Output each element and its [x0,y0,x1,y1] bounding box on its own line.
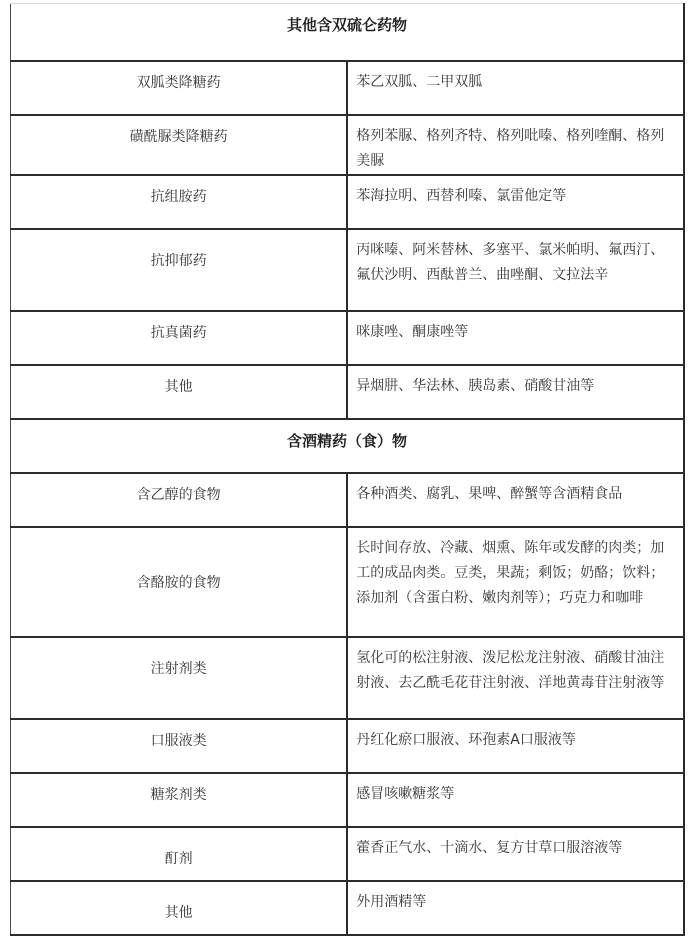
category-cell: 其他 [11,365,348,419]
table-row [11,311,685,365]
drug-interaction-table [10,3,685,936]
table-row [11,527,685,637]
table-row [11,229,685,311]
category-cell: 注射剂类 [11,637,348,719]
category-cell: 含酪胺的食物 [11,527,348,637]
section-title: 含酒精药（食）物 [11,419,685,473]
table-row [11,827,685,881]
drugs-cell: 各种酒类、腐乳、果啤、醉蟹等含酒精食品 [347,473,684,527]
drugs-cell: 苯海拉明、西替利嗪、氯雷他定等 [347,175,684,229]
drugs-cell: 咪康唑、酮康唑等 [347,311,684,365]
drugs-cell: 外用酒精等 [347,881,684,935]
drugs-cell: 感冒咳嗽糖浆等 [347,773,684,827]
drugs-cell: 藿香正气水、十滴水、复方甘草口服溶液等 [347,827,684,881]
table-row [11,881,685,935]
drugs-cell: 氢化可的松注射液、泼尼松龙注射液、硝酸甘油注射液、去乙酰毛花苷注射液、洋地黄毒苷注射液等 [347,637,684,719]
table-row [11,637,685,719]
category-cell: 其他 [11,881,348,935]
drugs-cell: 丙咪嗪、阿米替林、多塞平、氯米帕明、氟西汀、氟伏沙明、西酞普兰、曲唑酮、文拉法辛 [347,229,684,311]
drugs-cell: 格列苯脲、格列齐特、格列吡嗪、格列喹酮、格列美脲 [347,115,684,175]
section-header-row [11,4,685,61]
table-row [11,365,685,419]
section-header-row [11,419,685,473]
category-cell: 酊剂 [11,827,348,881]
drugs-cell: 丹红化瘀口服液、环孢素A口服液等 [347,719,684,773]
table-row [11,115,685,175]
category-cell: 口服液类 [11,719,348,773]
table-row [11,175,685,229]
category-cell: 含乙醇的食物 [11,473,348,527]
drugs-cell: 长时间存放、冷藏、烟熏、陈年或发酵的肉类；加工的成品肉类。豆类，果蔬；剩饭；奶酪；饮料；添加剂（含蛋白粉、嫩肉剂等）；巧克力和咖啡 [347,527,684,637]
table-row [11,773,685,827]
table-row [11,719,685,773]
category-cell: 双胍类降糖药 [11,61,348,115]
table-row [11,61,685,115]
category-cell: 抗真菌药 [11,311,348,365]
drugs-cell: 异烟肼、华法林、胰岛素、硝酸甘油等 [347,365,684,419]
category-cell: 糖浆剂类 [11,773,348,827]
table-row [11,473,685,527]
category-cell: 抗组胺药 [11,175,348,229]
category-cell: 磺酰脲类降糖药 [11,115,348,175]
category-cell: 抗抑郁药 [11,229,348,311]
section-title: 其他含双硫仑药物 [11,4,685,61]
drugs-cell: 苯乙双胍、二甲双胍 [347,61,684,115]
